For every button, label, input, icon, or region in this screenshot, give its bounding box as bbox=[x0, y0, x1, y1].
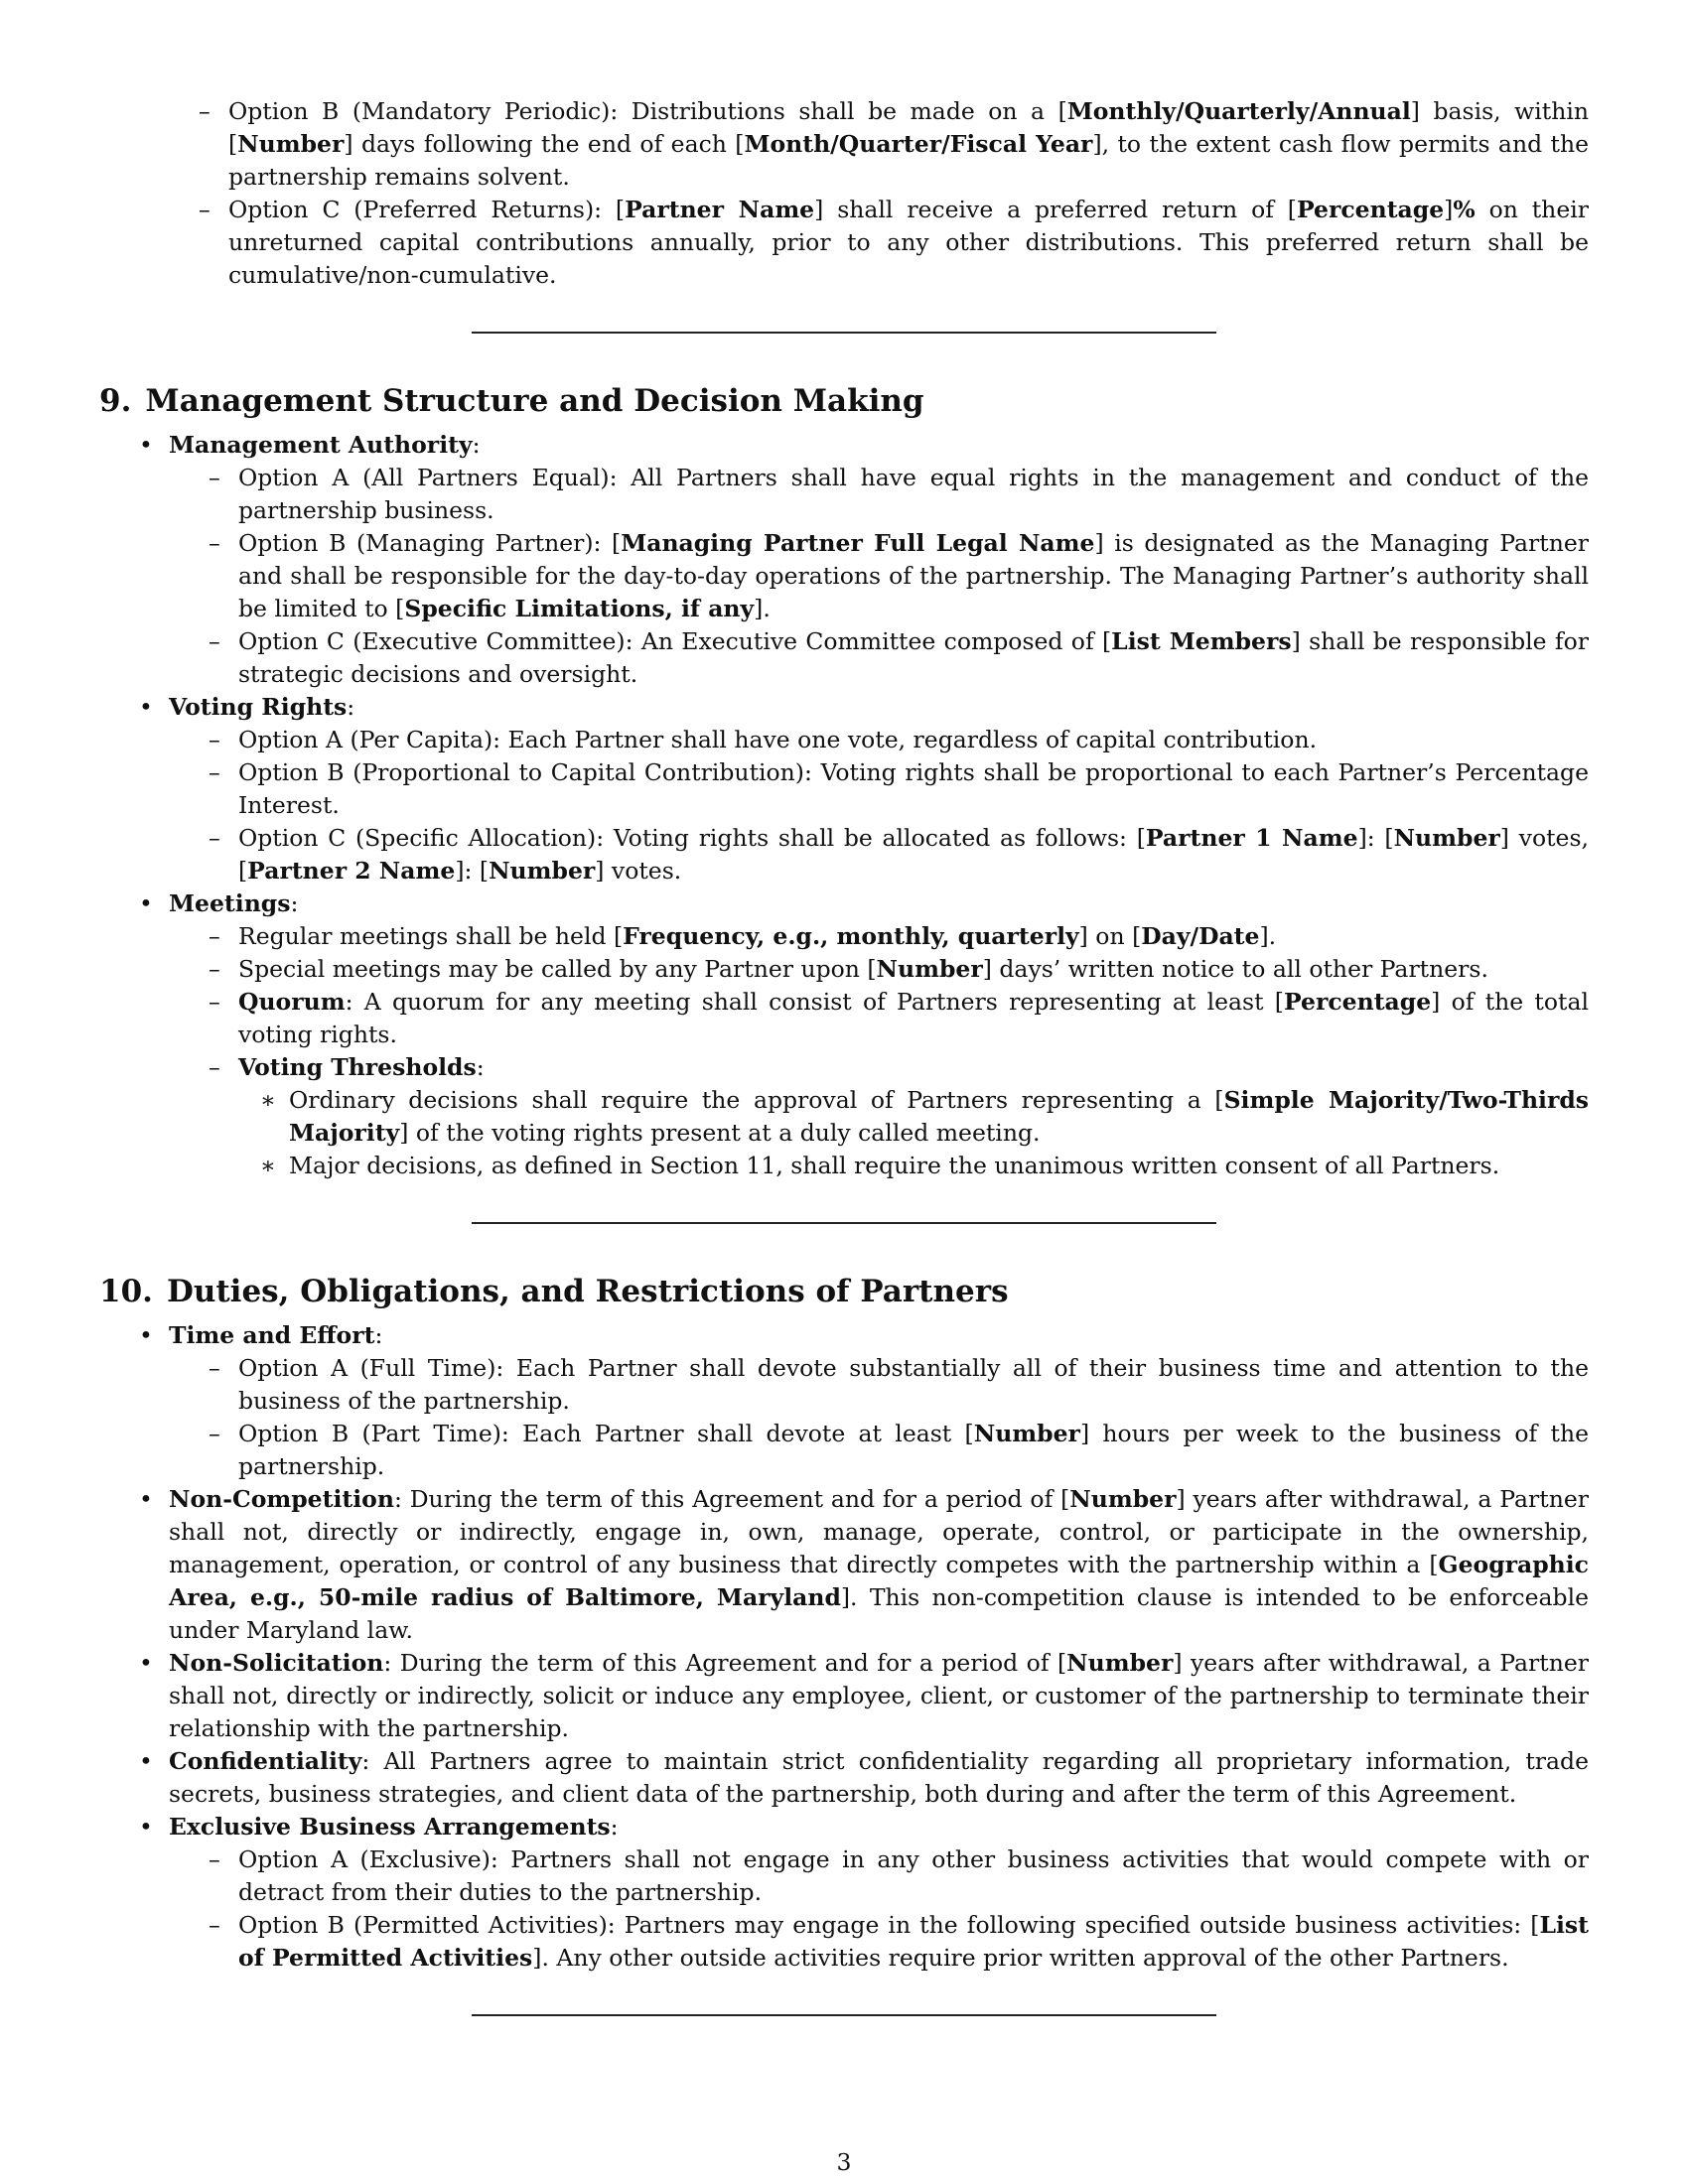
time-option-b: – Option B (Part Time): Each Partner shall devote at least [Number] hours per week to the business of the partnership. bbox=[169, 1418, 1589, 1483]
section-10-heading: 10. Duties, Obligations, and Restrictions of Partners bbox=[99, 1274, 1009, 1309]
section-10-list bbox=[99, 1319, 1589, 1975]
non-solicitation-item: • Non-Solicitation: During the term of this Agreement and for a period of [Number] years after withdrawal, a Partner shall not, directly or indirectly, solicit or induce any employee, client, or customer of the partnership to terminate their relationship with the partnership. bbox=[99, 1647, 1589, 1745]
non-competition-item: • Non-Competition: During the term of this Agreement and for a period of [Number] years after withdrawal, a Partner shall not, directly or indirectly, engage in, own, manage, operate, control, or participate in the ownership, management, operation, or control of any business that directly competes with the partnership within a [Geographic Area, e.g., 50-mile radius of Baltimore, Maryland]. This non-competition clause is intended to be enforceable under Maryland law. bbox=[99, 1483, 1589, 1647]
management-option-c: – Option C (Executive Committee): An Executive Committee composed of [List Members] shall be responsible for strategic decisions and oversight. bbox=[169, 625, 1589, 691]
management-option-b: – Option B (Managing Partner): [Managing Partner Full Legal Name] is designated as the Managing Partner and shall be responsible for the day-to-day operations of the partnership. The Managing Partner’s authority shall be limited to [Specific Limitations, if any]. bbox=[169, 527, 1589, 625]
major-decisions: ∗ Major decisions, as defined in Section 11, shall require the unanimous written consent of all Partners. bbox=[238, 1150, 1589, 1182]
exclusive-option-b: – Option B (Permitted Activities): Partners may engage in the following specified outside business activities: [List of Permitted Activities]. Any other outside activities require prior written approval of the other Partners. bbox=[169, 1909, 1589, 1975]
distribution-option-c: – Option C (Preferred Returns): [Partner Name] shall receive a preferred return of [Percentage]% on their unreturned capital contributions annually, prior to any other distributions. This preferred return shall be cumulative/non-cumulative. bbox=[99, 194, 1589, 292]
distribution-option-b: – Option B (Mandatory Periodic): Distributions shall be made on a [Monthly/Quarterly/Annual] basis, within [Number] days following the end of each [Month/Quarter/Fiscal Year], to the extent cash flow permits and the partnership remains solvent. bbox=[99, 95, 1589, 194]
quorum: – Quorum: A quorum for any meeting shall consist of Partners representing at least [Percentage] of the total voting rights. bbox=[169, 986, 1589, 1051]
exclusive-arrangements-item: • Exclusive Business Arrangements: – Option A (Exclusive): Partners shall not engage in any other business activities that would compete with or detract from their duties to the partnership. – Option B (Permitted Activities): Partners may engage in the following specified outside business activities: [List of Permitted Activities]. Any other outside activities require prior written approval of the other Partners. bbox=[99, 1811, 1589, 1975]
special-meetings: – Special meetings may be called by any Partner upon [Number] days’ written notice to all other Partners. bbox=[169, 953, 1589, 986]
time-option-a: – Option A (Full Time): Each Partner shall devote substantially all of their business time and attention to the business of the partnership. bbox=[169, 1352, 1589, 1418]
page-number: 3 bbox=[836, 2148, 852, 2176]
exclusive-option-a: – Option A (Exclusive): Partners shall not engage in any other business activities that would compete with or detract from their duties to the partnership. bbox=[169, 1843, 1589, 1909]
regular-meetings: – Regular meetings shall be held [Frequency, e.g., monthly, quarterly] on [Day/Date]. bbox=[169, 920, 1589, 953]
time-and-effort-item: • Time and Effort: – Option A (Full Time): Each Partner shall devote substantially all of their business time and attention to the business of the partnership. – Option B (Part Time): Each Partner shall devote at least [Number] hours per week to the business of the partnership. bbox=[99, 1319, 1589, 1483]
section-9-heading: 9. Management Structure and Decision Making bbox=[99, 383, 924, 419]
section-divider bbox=[472, 2014, 1216, 2016]
voting-rights-item: • Voting Rights: – Option A (Per Capita): Each Partner shall have one vote, regardless of capital contribution. – Option B (Proportional to Capital Contribution): Voting rights shall be proportional to each Partner’s Percentage Interest. – Option C (Specific Allocation): Voting rights shall be allocated as follows: [Partner 1 Name]: [Number] votes, [Partner 2 Name]: [Number] votes. bbox=[99, 691, 1589, 887]
confidentiality-item: • Confidentiality: All Partners agree to maintain strict confidentiality regarding all proprietary information, trade secrets, business strategies, and client data of the partnership, both during and after the term of this Agreement. bbox=[99, 1745, 1589, 1811]
management-option-a: – Option A (All Partners Equal): All Partners shall have equal rights in the management and conduct of the partnership business. bbox=[169, 462, 1589, 527]
voting-option-c: – Option C (Specific Allocation): Voting rights shall be allocated as follows: [Partner 1 Name]: [Number] votes, [Partner 2 Name]: [Number] votes. bbox=[169, 822, 1589, 887]
voting-option-b: – Option B (Proportional to Capital Contribution): Voting rights shall be proportional to each Partner’s Percentage Interest. bbox=[169, 756, 1589, 822]
section-divider bbox=[472, 1222, 1216, 1224]
section-divider bbox=[472, 332, 1216, 334]
voting-thresholds: – Voting Thresholds: ∗ Ordinary decisions shall require the approval of Partners representing a [Simple Majority/Two-Thirds Majority] of the voting rights present at a duly called meeting. ∗ Major decisions, as defined in Section 11, shall require the unanimous written consent of all Partners. bbox=[169, 1051, 1589, 1182]
carryover-options-list bbox=[99, 95, 1589, 292]
meetings-item: • Meetings: – Regular meetings shall be held [Frequency, e.g., monthly, quarterly] on [Day/Date]. – Special meetings may be called by any Partner upon [Number] days’ written notice to all other Partners. – Quorum: A quorum for any meeting shall consist of Partners representing at least [Percentage] of the total voting rights. – Voting Thresholds: ∗ Ordinary decisions shall require the approval of Partners representing a [Simple Majority/Two-Thirds Majority] of the voting rights present at a duly called meeting. ∗ Major decisions, as defined in Section 11, shall require the unanimous written consent of all Partners. bbox=[99, 887, 1589, 1182]
document-page bbox=[99, 95, 1589, 2016]
management-authority-item: • Management Authority: – Option A (All Partners Equal): All Partners shall have equal rights in the management and conduct of the partnership business. – Option B (Managing Partner): [Managing Partner Full Legal Name] is designated as the Managing Partner and shall be responsible for the day-to-day operations of the partnership. The Managing Partner’s authority shall be limited to [Specific Limitations, if any]. – Option C (Executive Committee): An Executive Committee composed of [List Members] shall be responsible for strategic decisions and oversight. bbox=[99, 429, 1589, 691]
voting-option-a: – Option A (Per Capita): Each Partner shall have one vote, regardless of capital contribution. bbox=[169, 724, 1589, 756]
section-9-list bbox=[99, 429, 1589, 1182]
ordinary-decisions: ∗ Ordinary decisions shall require the approval of Partners representing a [Simple Majority/Two-Thirds Majority] of the voting rights present at a duly called meeting. bbox=[238, 1084, 1589, 1150]
